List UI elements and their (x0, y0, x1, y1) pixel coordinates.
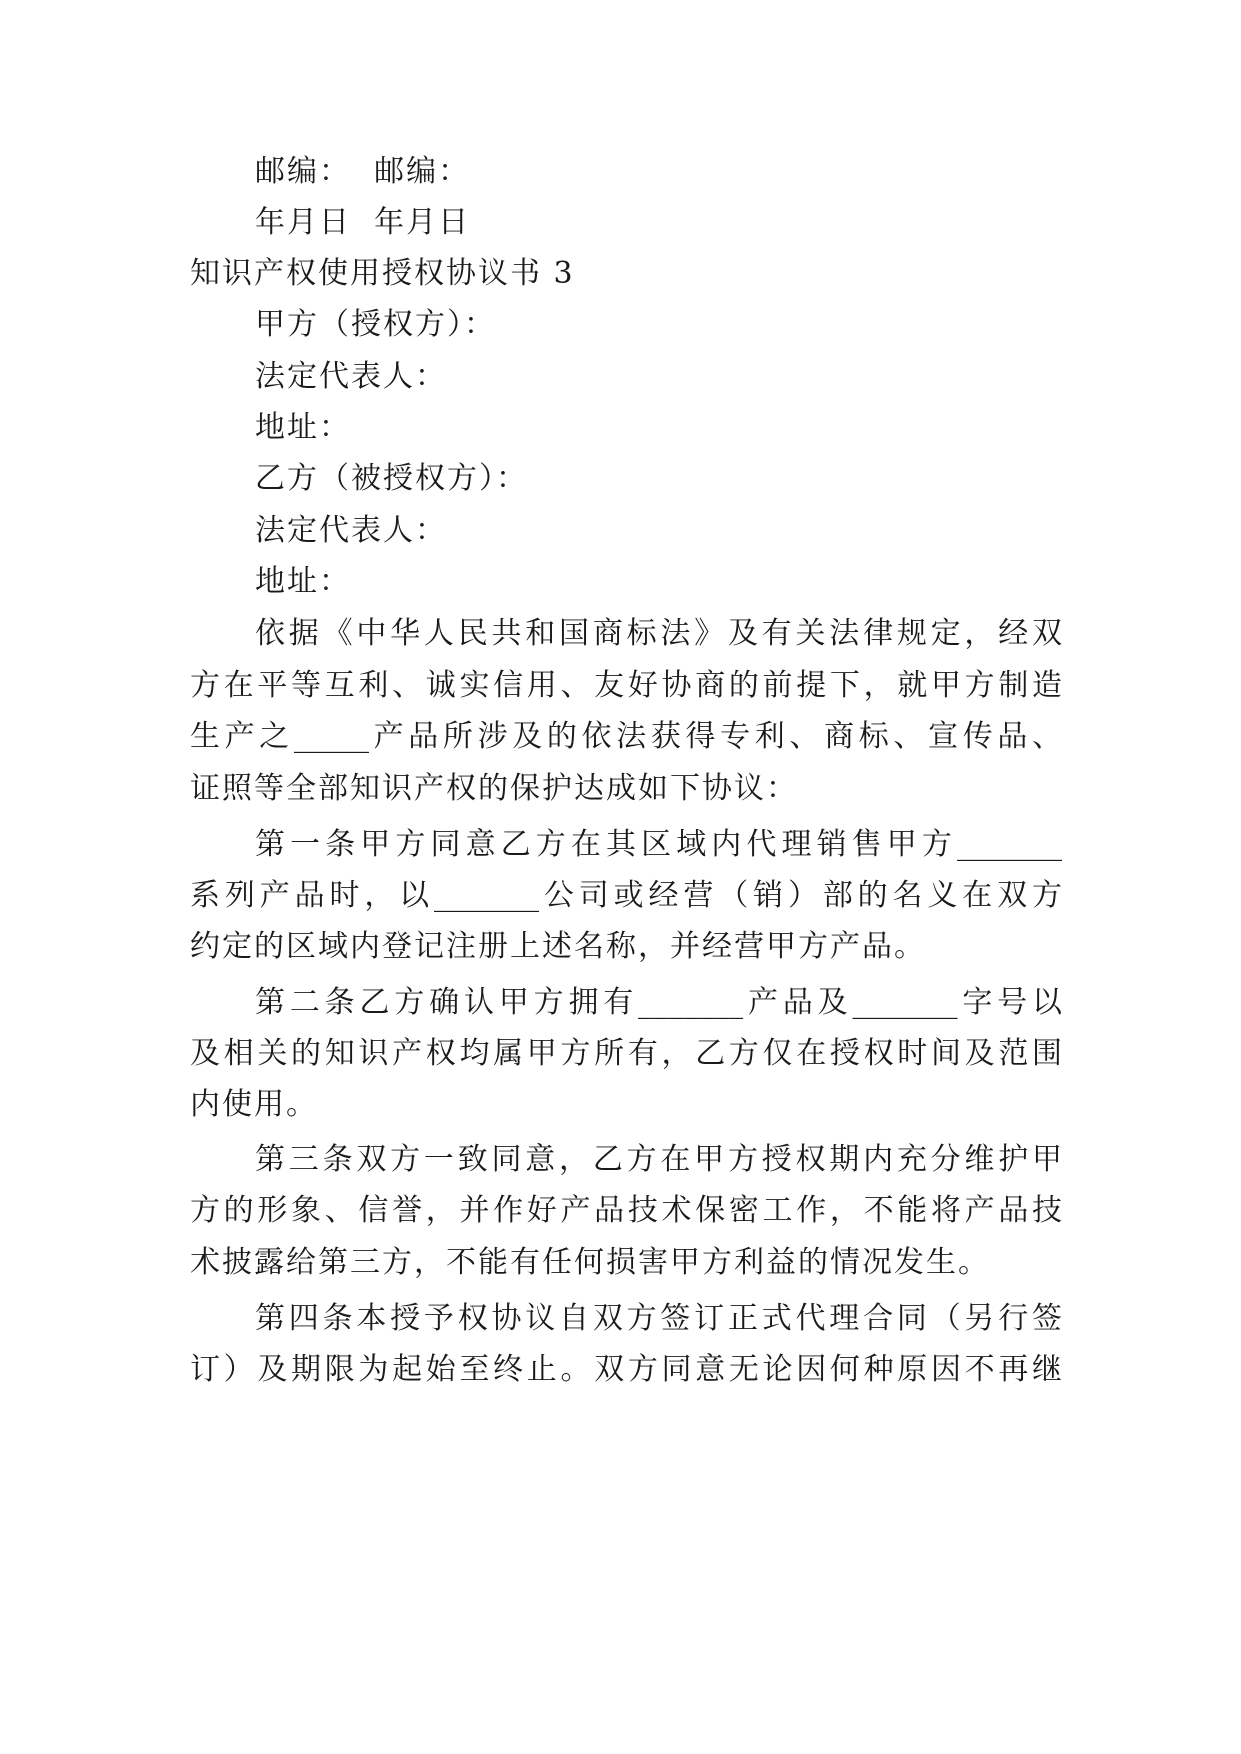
party-b-representative: 法定代表人： (255, 513, 447, 548)
preamble-line: 依据《中华人民共和国商标法》及有关法律规定，经双 (255, 616, 1062, 651)
preamble-line: 证照等全部知识产权的保护达成如下协议： (190, 771, 798, 806)
postcode-line: 邮编： 邮编： (255, 154, 471, 189)
party-a-label: 甲方（授权方）： (255, 307, 496, 342)
party-a-representative: 法定代表人： (255, 359, 447, 394)
article-1-line: 约定的区域内登记注册上述名称，并经营甲方产品。 (190, 929, 926, 964)
article-1-line: 第一条甲方同意乙方在其区域内代理销售甲方_______ (255, 827, 1062, 862)
article-3-line: 第三条双方一致同意，乙方在甲方授权期内充分维护甲 (255, 1142, 1062, 1177)
preamble-line: 方在平等互利、诚实信用、友好协商的前提下，就甲方制造 (190, 668, 1062, 703)
party-b-label: 乙方（被授权方）： (255, 461, 528, 496)
article-4-line: 订）及期限为起始至终止。双方同意无论因何种原因不再继 (190, 1352, 1062, 1387)
preamble-line: 生产之_____产品所涉及的依法获得专利、商标、宣传品、 (190, 719, 1062, 754)
party-a-address: 地址： (255, 410, 351, 445)
article-2-line: 及相关的知识产权均属甲方所有，乙方仅在授权时间及范围 (190, 1036, 1062, 1071)
article-4-line: 第四条本授予权协议自双方签订正式代理合同（另行签 (255, 1301, 1062, 1336)
article-3-line: 术披露给第三方，不能有任何损害甲方利益的情况发生。 (190, 1245, 990, 1280)
document-title: 知识产权使用授权协议书 3 (190, 256, 575, 291)
party-b-address: 地址： (255, 564, 351, 599)
article-1-line: 系列产品时，以_______公司或经营（销）部的名义在双方 (190, 878, 1062, 913)
article-2-line: 内使用。 (190, 1087, 318, 1122)
article-2-line: 第二条乙方确认甲方拥有_______产品及_______字号以 (255, 985, 1062, 1020)
date-line: 年月日 年月日 (255, 205, 471, 240)
article-3-line: 方的形象、信誉，并作好产品技术保密工作，不能将产品技 (190, 1193, 1062, 1228)
